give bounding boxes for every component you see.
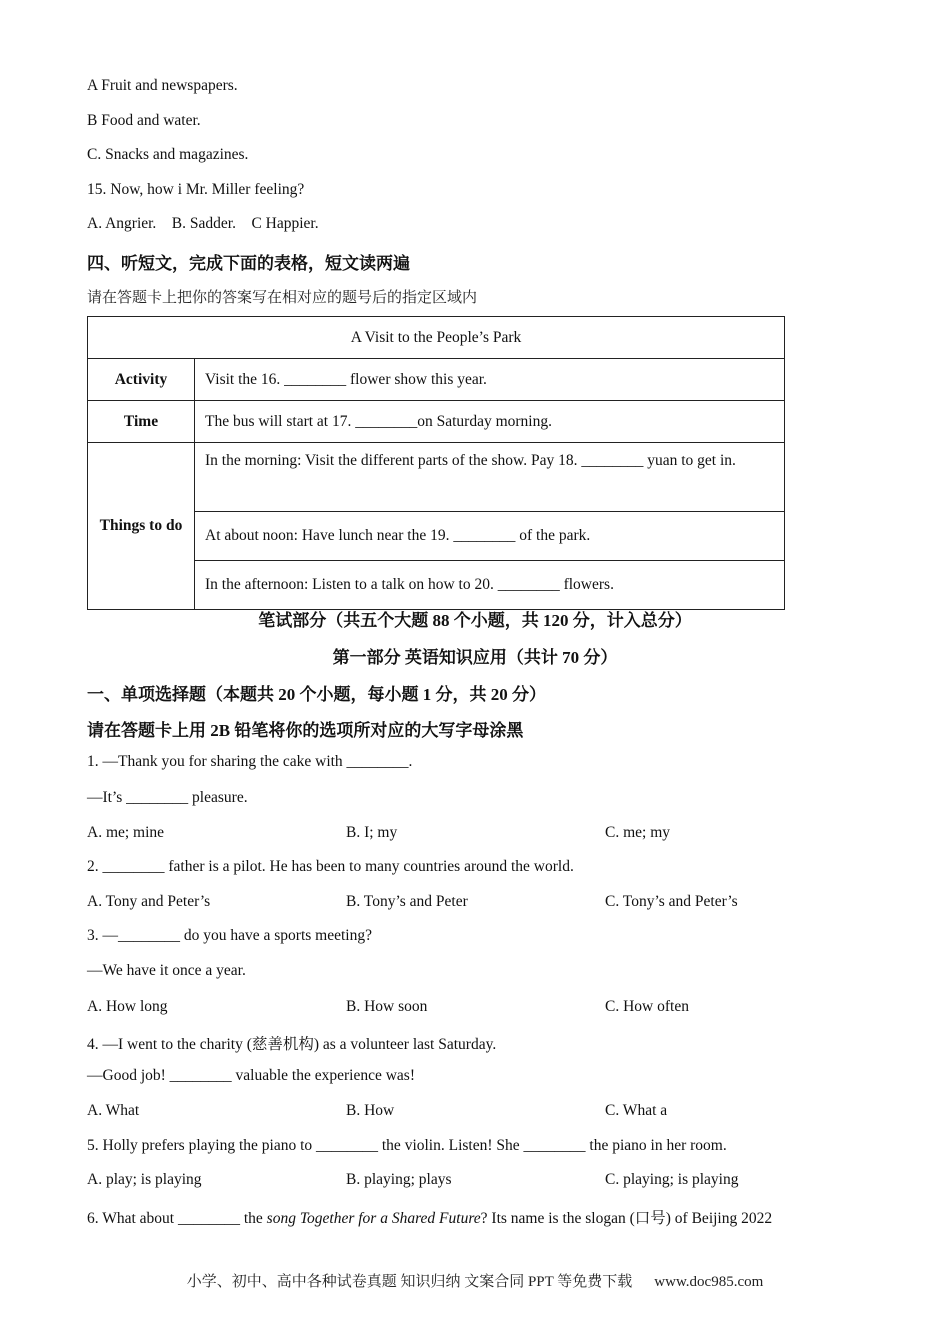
q4-option-a: A. What — [87, 1102, 140, 1119]
q4-line2: —Good job! ________ valuable the experience was! — [87, 1067, 415, 1084]
q4-option-b: B. How — [346, 1102, 395, 1119]
q5-option-b: B. playing; plays — [346, 1171, 452, 1188]
footer-text: 小学、初中、高中各种试卷真题 知识归纳 文案合同 PPT 等免费下载 — [186, 1274, 633, 1290]
q1-option-c: C. me; my — [605, 824, 671, 841]
part1-title: 第一部分 英语知识应用（共计 70 分） — [332, 648, 618, 667]
prev-option-b: B Food and water. — [87, 112, 201, 129]
q6-after: ? Its name is the slogan (口号) of Beijing 2022 — [480, 1210, 773, 1227]
q15-options: A. Angrier. B. Sadder. C Happier. — [87, 215, 319, 232]
q1-option-b: B. I; my — [346, 824, 398, 841]
prev-option-a: A Fruit and newspapers. — [87, 77, 238, 94]
table-title: A Visit to the People’s Park — [88, 317, 785, 359]
q5-option-c: C. playing; is playing — [605, 1171, 739, 1188]
time-text: The bus will start at 17. ________on Saturday morning. — [195, 401, 785, 443]
q1-line1: 1. —Thank you for sharing the cake with ________. — [87, 753, 413, 770]
q3-option-a: A. How long — [87, 998, 168, 1015]
q2-line1: 2. ________ father is a pilot. He has been to many countries around the world. — [87, 858, 574, 875]
q1-option-a: A. me; mine — [87, 824, 165, 841]
q5-option-a: A. play; is playing — [87, 1171, 202, 1188]
q5-line1: 5. Holly prefers playing the piano to ________ the violin. Listen! She ________ the piano in her room. — [87, 1137, 727, 1154]
q4-option-c: C. What a — [605, 1102, 668, 1119]
q3-line2: —We have it once a year. — [87, 962, 246, 979]
q3-option-b: B. How soon — [346, 998, 428, 1015]
q6-line1 — [87, 1206, 772, 1228]
prev-option-c: C. Snacks and magazines. — [87, 146, 249, 163]
q1-line2: —It’s ________ pleasure. — [87, 789, 248, 806]
q3-line1: 3. —________ do you have a sports meeting? — [87, 927, 372, 944]
q3-option-c: C. How often — [605, 998, 689, 1015]
q6-before: 6. What about ________ the — [87, 1210, 267, 1227]
q2-option-a: A. Tony and Peter’s — [87, 893, 211, 910]
section1-title: 一、单项选择题（本题共 20 个小题，每小题 1 分，共 20 分） — [87, 685, 546, 704]
q4-line1: 4. —I went to the charity (慈善机构) as a volunteer last Saturday. — [87, 1036, 497, 1053]
activity-text: Visit the 16. ________ flower show this year. — [195, 359, 785, 401]
page-footer — [0, 1270, 950, 1291]
time-label: Time — [88, 401, 195, 443]
things-noon: At about noon: Have lunch near the 19. ________ of the park. — [195, 512, 785, 561]
section4-instruction: 请在答题卡上把你的答案写在相对应的题号后的指定区域内 — [87, 290, 478, 306]
things-morning: In the morning: Visit the different parts of the show. Pay 18. ________ yuan to get in. — [195, 443, 785, 512]
written-title: 笔试部分（共五个大题 88 个小题，共 120 分，计入总分） — [258, 611, 692, 630]
activity-label: Activity — [88, 359, 195, 401]
q15-stem: 15. Now, how i Mr. Miller feeling? — [87, 181, 305, 198]
q2-option-b: B. Tony’s and Peter — [346, 893, 468, 910]
section1-instruction: 请在答题卡上用 2B 铅笔将你的选项所对应的大写字母涂黑 — [87, 721, 524, 740]
q2-option-c: C. Tony’s and Peter’s — [605, 893, 738, 910]
visit-table — [87, 316, 785, 610]
things-afternoon: In the afternoon: Listen to a talk on how to 20. ________ flowers. — [195, 561, 785, 610]
things-label: Things to do — [88, 443, 195, 610]
footer-url[interactable]: www.doc985.com — [654, 1274, 764, 1290]
q6-song-title: song Together for a Shared Future — [266, 1210, 481, 1227]
section4-title: 四、听短文，完成下面的表格，短文读两遍 — [87, 254, 410, 273]
